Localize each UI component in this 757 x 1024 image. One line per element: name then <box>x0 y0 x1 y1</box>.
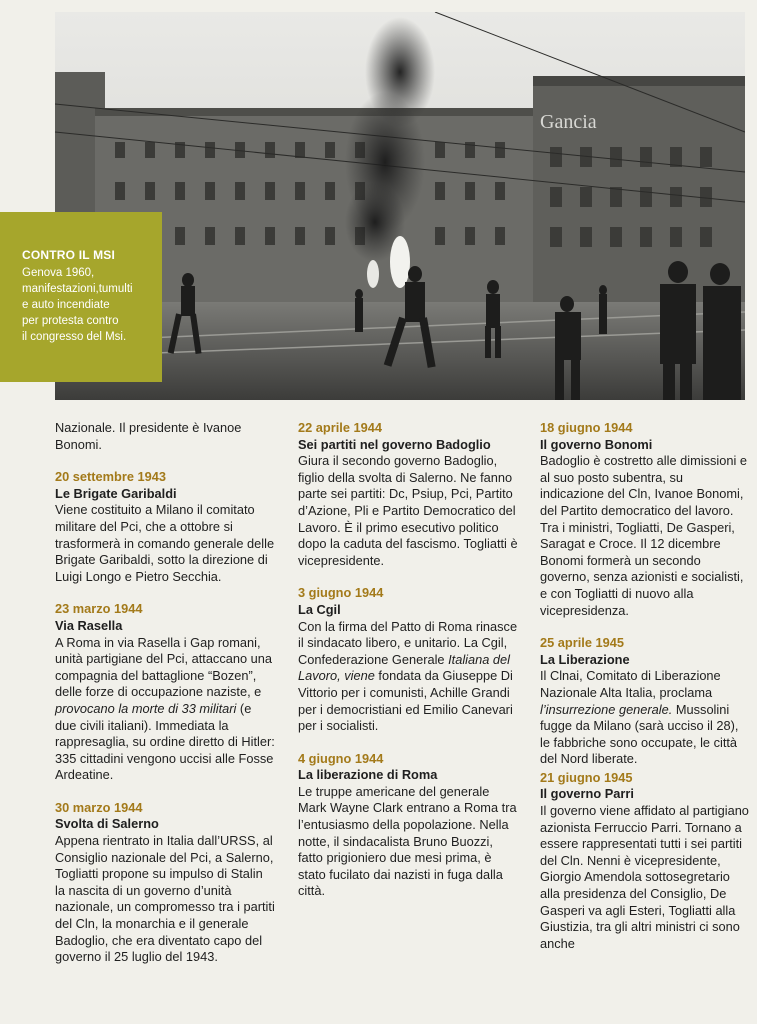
entry-body <box>55 635 275 784</box>
article-column-1 <box>55 420 275 982</box>
photo-caption <box>0 212 162 382</box>
entry-date: 25 aprile 1945 <box>540 635 624 651</box>
timeline-entry <box>298 585 520 734</box>
entry-date: 18 giugno 1944 <box>540 420 633 435</box>
entry-body: Le truppe americane del generale Mark Wayne Clark entrano a Roma tra l’entusiasmo della popolazione. Nella notte, il sindacalista Bruno Buozzi, fatto prigioniero due mesi prima, è stato fucilato dai nazisti in fuga dalla città. <box>298 783 517 899</box>
entry-body: Giura il secondo governo Badoglio, figlio della svolta di Salerno. Ne fanno parte sei partiti: Dc, Psiup, Pci, Partito d’Azione, Pli e Partito Democratico del Lavoro. È il primo esecutivo politico dopo la caduta del fascismo. Togliatti è vicepresidente. <box>298 453 518 568</box>
entry-body-text: A Roma in via Rasella i Gap romani, unità partigiane del Pci, attaccano una compagnia del battaglione “Bozen”, delle forze di occupazione naziste, e <box>55 634 272 700</box>
building-sign: Gancia <box>540 111 597 133</box>
entry-title: La liberazione di Roma <box>298 767 438 783</box>
caption-line: Genova 1960, <box>22 267 95 279</box>
entry-title: Il governo Bonomi <box>540 436 653 452</box>
article-column-3 <box>540 420 750 968</box>
entry-date: 22 aprile 1944 <box>298 420 382 435</box>
entry-date: 23 marzo 1944 <box>55 601 143 617</box>
timeline-entry <box>55 601 275 784</box>
caption-title: CONTRO IL MSI <box>22 248 116 262</box>
entry-date: 20 settembre 1943 <box>55 469 166 485</box>
entry-date: 21 giugno 1945 <box>540 769 633 785</box>
article-column-2 <box>298 420 520 916</box>
entry-body-text: (e due civili italiani). Immediata la rappresaglia, su ordine diretto di Hitler: 335 cittadini vengono uccisi alle Fosse Ardeatine. <box>55 700 275 783</box>
timeline-entry <box>55 800 275 966</box>
caption-line: il congresso del Msi. <box>22 331 127 343</box>
entry-body-text: fondata da Giuseppe Di Vittorio per i comunisti, Achille Grandi per i democristiani ed Emilio Canevari per i socialisti. <box>298 668 513 734</box>
entry-title: Le Brigate Garibaldi <box>55 485 177 501</box>
entry-body: Badoglio è costretto alle dimissioni e al suo posto subentra, su indicazione del Cln, Ivanoe Bonomi, del Partito democratico del lavoro. Tra i ministri, Togliatti, De Gasperi, Saragat e Croce. Il 12 dicembre Bonomi formerà un secondo governo, senza azionisti e socialisti, e con Togliatti di nuovo alla vicepresidenza. <box>540 453 747 618</box>
entry-body-text: Il Clnai, Comitato di Liberazione Nazionale Alta Italia, proclama <box>540 668 721 700</box>
entry-date: 4 giugno 1944 <box>298 750 384 766</box>
timeline-entry <box>540 770 750 953</box>
entry-title: La Cgil <box>298 601 341 617</box>
entry-body <box>298 619 520 735</box>
entry-body-text: Mussolini fugge da Milano (sarà ucciso il 28), le fabbriche sono occupate, le città del Nord liberate. <box>540 701 739 767</box>
caption-line: per protesta contro <box>22 315 119 327</box>
timeline-entry <box>298 751 520 900</box>
entry-body: Appena rientrato in Italia dall’URSS, al Consiglio nazionale del Pci, a Salerno, Togliatti propone su impulso di Stalin la nascita di un governo d’unità nazionale, un compromesso tra i partiti del Cln, la monarchia e il generale Badoglio, che era diventato capo del governo il 25 luglio del 1943. <box>55 833 275 965</box>
entry-title: La Liberazione <box>540 651 630 667</box>
entry-title: Il governo Parri <box>540 786 634 802</box>
entry-body: Viene costituito a Milano il comitato militare del Pci, che a ottobre si trasformerà in comando generale delle Brigate Garibaldi, sotto la direzione di Luigi Longo e Pietro Secchia. <box>55 502 275 584</box>
entry-body-italic: Italiana del Lavoro, viene <box>298 651 511 684</box>
timeline-entry <box>540 420 750 619</box>
caption-line: e auto incendiate <box>22 299 110 311</box>
entry-title: Via Rasella <box>55 617 123 633</box>
entry-body-italic: l’insurrezione generale. <box>540 701 673 717</box>
entry-body-italic: provocano la morte di 33 militari <box>55 700 237 716</box>
entry-date: 3 giugno 1944 <box>298 585 384 601</box>
timeline-entry <box>55 469 275 585</box>
entry-title: Sei partiti nel governo Badoglio <box>298 436 491 452</box>
entry-title: Svolta di Salerno <box>55 816 159 832</box>
column-intro: Nazionale. Il presidente è Ivanoe Bonomi. <box>55 420 242 452</box>
timeline-entry <box>540 635 750 768</box>
entry-body <box>540 668 750 768</box>
entry-body-text: Con la firma del Patto di Roma rinasce il sindacato libero, e unitario. La Cgil, Confederazione Generale <box>298 618 518 667</box>
caption-line: manifestazioni,tumulti <box>22 283 133 295</box>
timeline-entry <box>298 420 520 569</box>
entry-body: Il governo viene affidato al partigiano azionista Ferruccio Parri. Tornano a essere rappresentati tutti i sei partiti del Cln. Nenni è vicepresidente, Giorgio Amendola sottosegretario alla presidenza del Consiglio, De Gasperi va agli Esteri, Togliatti alla Giustizia, tra gli altri ministri ci sono anche <box>540 803 749 951</box>
entry-date: 30 marzo 1944 <box>55 799 143 815</box>
caption-text <box>22 265 152 345</box>
